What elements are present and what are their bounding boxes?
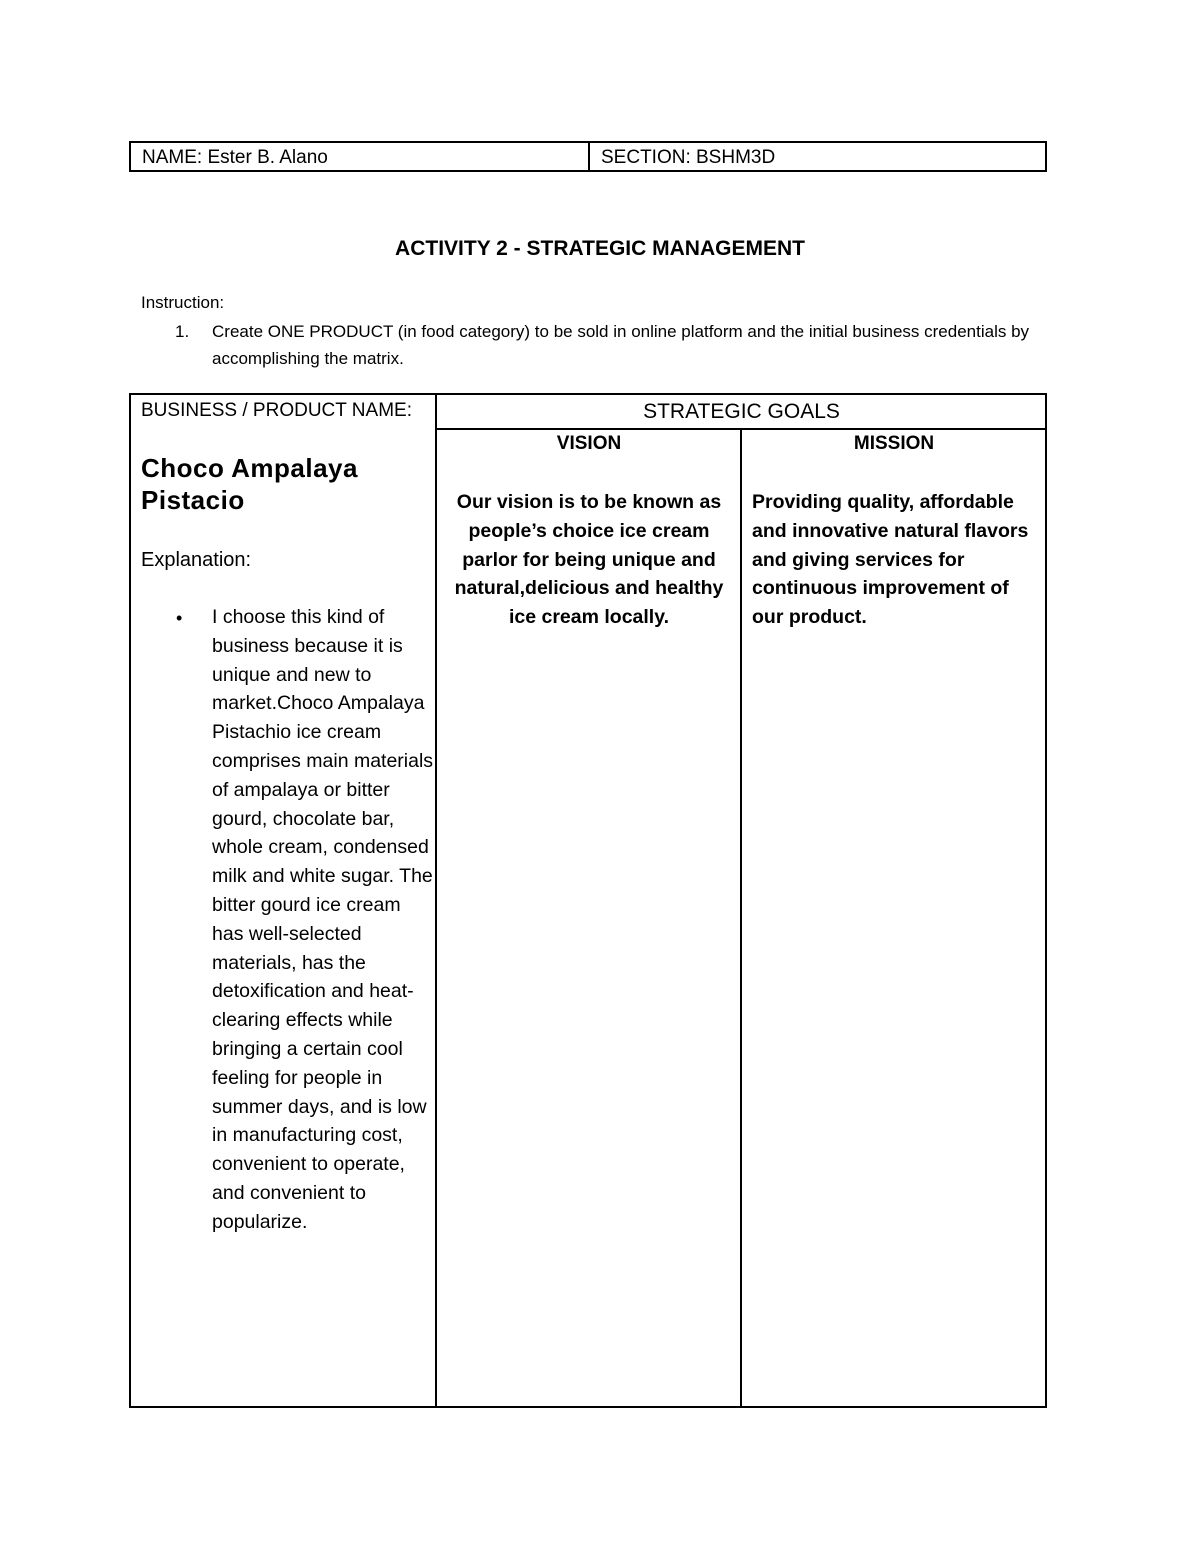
matrix-divider-vision-mission <box>740 428 742 1408</box>
vision-statement: Our vision is to be known as people’s choice ice cream parlor for being unique and natural,delicious and healthy ice cream locally. <box>454 491 724 629</box>
vision-header: VISION <box>556 433 622 454</box>
instruction-item-text: Create ONE PRODUCT (in food category) to be sold in online platform and the initial business credentials by accomplishing the matrix. <box>212 322 1030 368</box>
explanation-text: I choose this kind of business because it is unique and new to market.Choco Ampalaya Pistachio ice cream comprises main materials of ampalaya or bitter gourd, chocolate bar, whole cream, condensed milk and white sugar. The bitter gourd ice cream has well-selected materials, has the detoxification and heat-clearing effects while bringing a certain cool feeling for people in summer days, and is low in manufacturing cost, convenient to operate, and convenient to popularize. <box>212 606 434 1233</box>
explanation-label: Explanation: <box>141 549 252 571</box>
instruction-item-number: 1. <box>175 322 190 341</box>
strategic-goals-header: STRATEGIC GOALS <box>643 400 840 423</box>
document-title: ACTIVITY 2 - STRATEGIC MANAGEMENT <box>395 237 805 260</box>
instruction-label: Instruction: <box>141 293 225 312</box>
bullet-icon: • <box>176 608 183 628</box>
matrix-divider-left <box>435 393 437 1408</box>
business-product-label: BUSINESS / PRODUCT NAME: <box>141 400 412 421</box>
section-cell: SECTION: BSHM3D <box>601 147 776 168</box>
mission-header: MISSION <box>853 433 935 454</box>
mission-statement: Providing quality, affordable and innovative natural flavors and giving services for continuous improvement of our product. <box>752 491 1029 629</box>
product-name: Choco Ampalaya Pistacio <box>141 453 358 515</box>
name-cell: NAME: Ester B. Alano <box>131 143 590 170</box>
student-info-table <box>129 141 1047 172</box>
